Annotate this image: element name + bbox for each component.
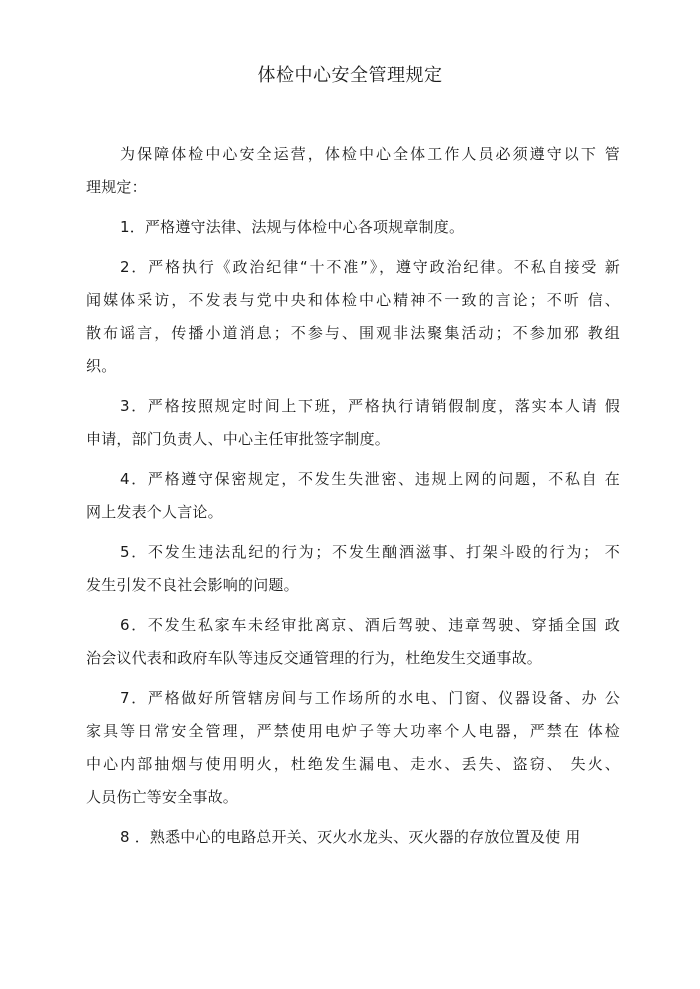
- paragraph-line: 3．严格按照规定时间上下班，严格执行请销假制度，落实本人请 假: [120, 397, 620, 415]
- paragraph-line: 理规定：: [86, 178, 147, 196]
- paragraph-line: 家具等日常安全管理，严禁使用电炉子等大功率个人电器，严禁在 体检: [86, 722, 620, 740]
- paragraph-line: 6．不发生私家车未经审批离京、酒后驾驶、违章驾驶、穿插全国 政: [120, 616, 620, 634]
- paragraph-line: 4．严格遵守保密规定，不发生失泄密、违规上网的问题，不私自 在: [120, 470, 620, 488]
- paragraph: [86, 251, 620, 383]
- paragraph-line: 人员伤亡等安全事故。: [86, 788, 239, 806]
- document-body: [86, 138, 620, 861]
- paragraph-line: 2．严格执行《政治纪律“十不准”》，遵守政治纪律。不私自接受 新: [120, 258, 620, 276]
- paragraph-line: 网上发表个人言论。: [86, 503, 223, 521]
- paragraph: [86, 463, 620, 529]
- paragraph-line: 织。: [86, 357, 117, 375]
- paragraph-line: 发生引发不良社会影响的问题。: [86, 576, 299, 594]
- paragraph: [86, 390, 620, 456]
- paragraph-line: 治会议代表和政府车队等违反交通管理的行为，杜绝发生交通事故。: [86, 649, 543, 667]
- paragraph-line: 为保障体检中心安全运营，体检中心全体工作人员必须遵守以下 管: [120, 145, 620, 163]
- page-title: 体检中心安全管理规定: [257, 65, 443, 86]
- paragraph: [86, 138, 620, 204]
- paragraph: [86, 609, 620, 675]
- paragraph-line: 申请，部门负责人、中心主任审批签字制度。: [86, 430, 391, 448]
- paragraph-line: 闻媒体采访，不发表与党中央和体检中心精神不一致的言论；不听 信、: [86, 291, 620, 309]
- paragraph: [86, 536, 620, 602]
- paragraph: [86, 211, 620, 244]
- paragraph-line: 7．严格做好所管辖房间与工作场所的水电、门窗、仪器设备、办 公: [120, 689, 620, 707]
- paragraph-line: 散布谣言，传播小道消息；不参与、围观非法聚集活动；不参加邪 教组: [86, 324, 620, 342]
- paragraph: [86, 682, 620, 814]
- paragraph-line: 中心内部抽烟与使用明火，杜绝发生漏电、走水、丢失、盗窃、 失火、: [86, 755, 620, 773]
- paragraph-line: 8 ．熟悉中心的电路总开关、灭火水龙头、灭火器的存放位置及使 用: [120, 828, 581, 846]
- paragraph-line: 1．严格遵守法律、法规与体检中心各项规章制度。: [120, 218, 465, 236]
- paragraph-line: 5．不发生违法乱纪的行为；不发生酗酒滋事、打架斗殴的行为； 不: [120, 543, 620, 561]
- paragraph: [86, 821, 620, 854]
